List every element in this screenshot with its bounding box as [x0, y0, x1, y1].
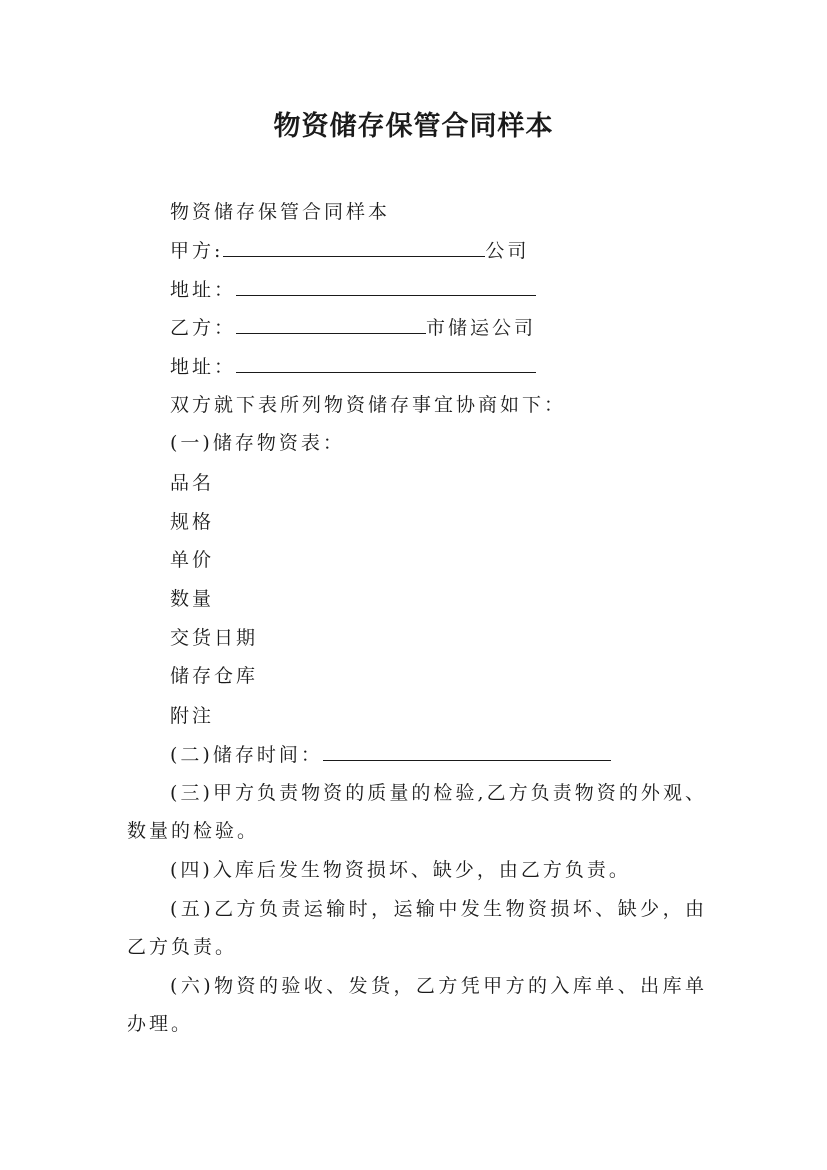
field-name: 品名 — [170, 472, 215, 494]
party-b-blank — [236, 315, 426, 334]
field-delivery-date: 交货日期 — [170, 627, 259, 649]
party-a-blank — [223, 238, 485, 257]
address-b-blank — [236, 354, 536, 373]
field-spec: 规格 — [170, 511, 215, 533]
section-4: (四)入库后发生物资损坏、缺少，由乙方负责。 — [170, 859, 631, 881]
section-1: (一)储存物资表： — [170, 432, 345, 454]
section-5-line-2: 乙方负责。 — [127, 936, 238, 958]
section-6 — [127, 974, 707, 1036]
section-3 — [127, 781, 707, 843]
address-a-blank — [236, 277, 536, 296]
section-6-line-2: 办理。 — [127, 1013, 194, 1035]
field-quantity: 数量 — [170, 588, 215, 610]
storage-time-blank — [323, 742, 611, 761]
address-a-label: 地址： — [170, 279, 237, 301]
subtitle: 物资储存保管合同样本 — [170, 201, 391, 223]
section-3-line-2: 数量的检验。 — [127, 820, 260, 842]
address-b-line — [170, 354, 536, 379]
section-5 — [127, 897, 707, 959]
section-6-line-1: (六)物资的验收、发货，乙方凭甲方的入库单、出库单 — [170, 975, 707, 997]
party-a-label: 甲方: — [170, 240, 224, 262]
section-5-line-1: (五)乙方负责运输时，运输中发生物资损坏、缺少，由 — [170, 898, 707, 920]
party-b-line — [170, 315, 536, 340]
section-2-label: (二)储存时间： — [170, 744, 323, 766]
intro-text: 双方就下表所列物资储存事宜协商如下： — [170, 394, 567, 416]
party-a-suffix: 公司 — [485, 240, 530, 262]
section-2-line — [170, 742, 611, 767]
party-a-line — [170, 238, 529, 263]
field-notes: 附注 — [170, 705, 215, 727]
address-a-line — [170, 277, 536, 302]
field-price: 单价 — [170, 549, 215, 571]
address-b-label: 地址： — [170, 356, 237, 378]
document-title: 物资储存保管合同样本 — [273, 111, 554, 142]
party-b-label: 乙方： — [170, 317, 237, 339]
party-b-suffix: 市储运公司 — [426, 317, 537, 339]
field-warehouse: 储存仓库 — [170, 665, 259, 687]
section-3-line-1: (三)甲方负责物资的质量的检验,乙方负责物资的外观、 — [170, 782, 707, 804]
